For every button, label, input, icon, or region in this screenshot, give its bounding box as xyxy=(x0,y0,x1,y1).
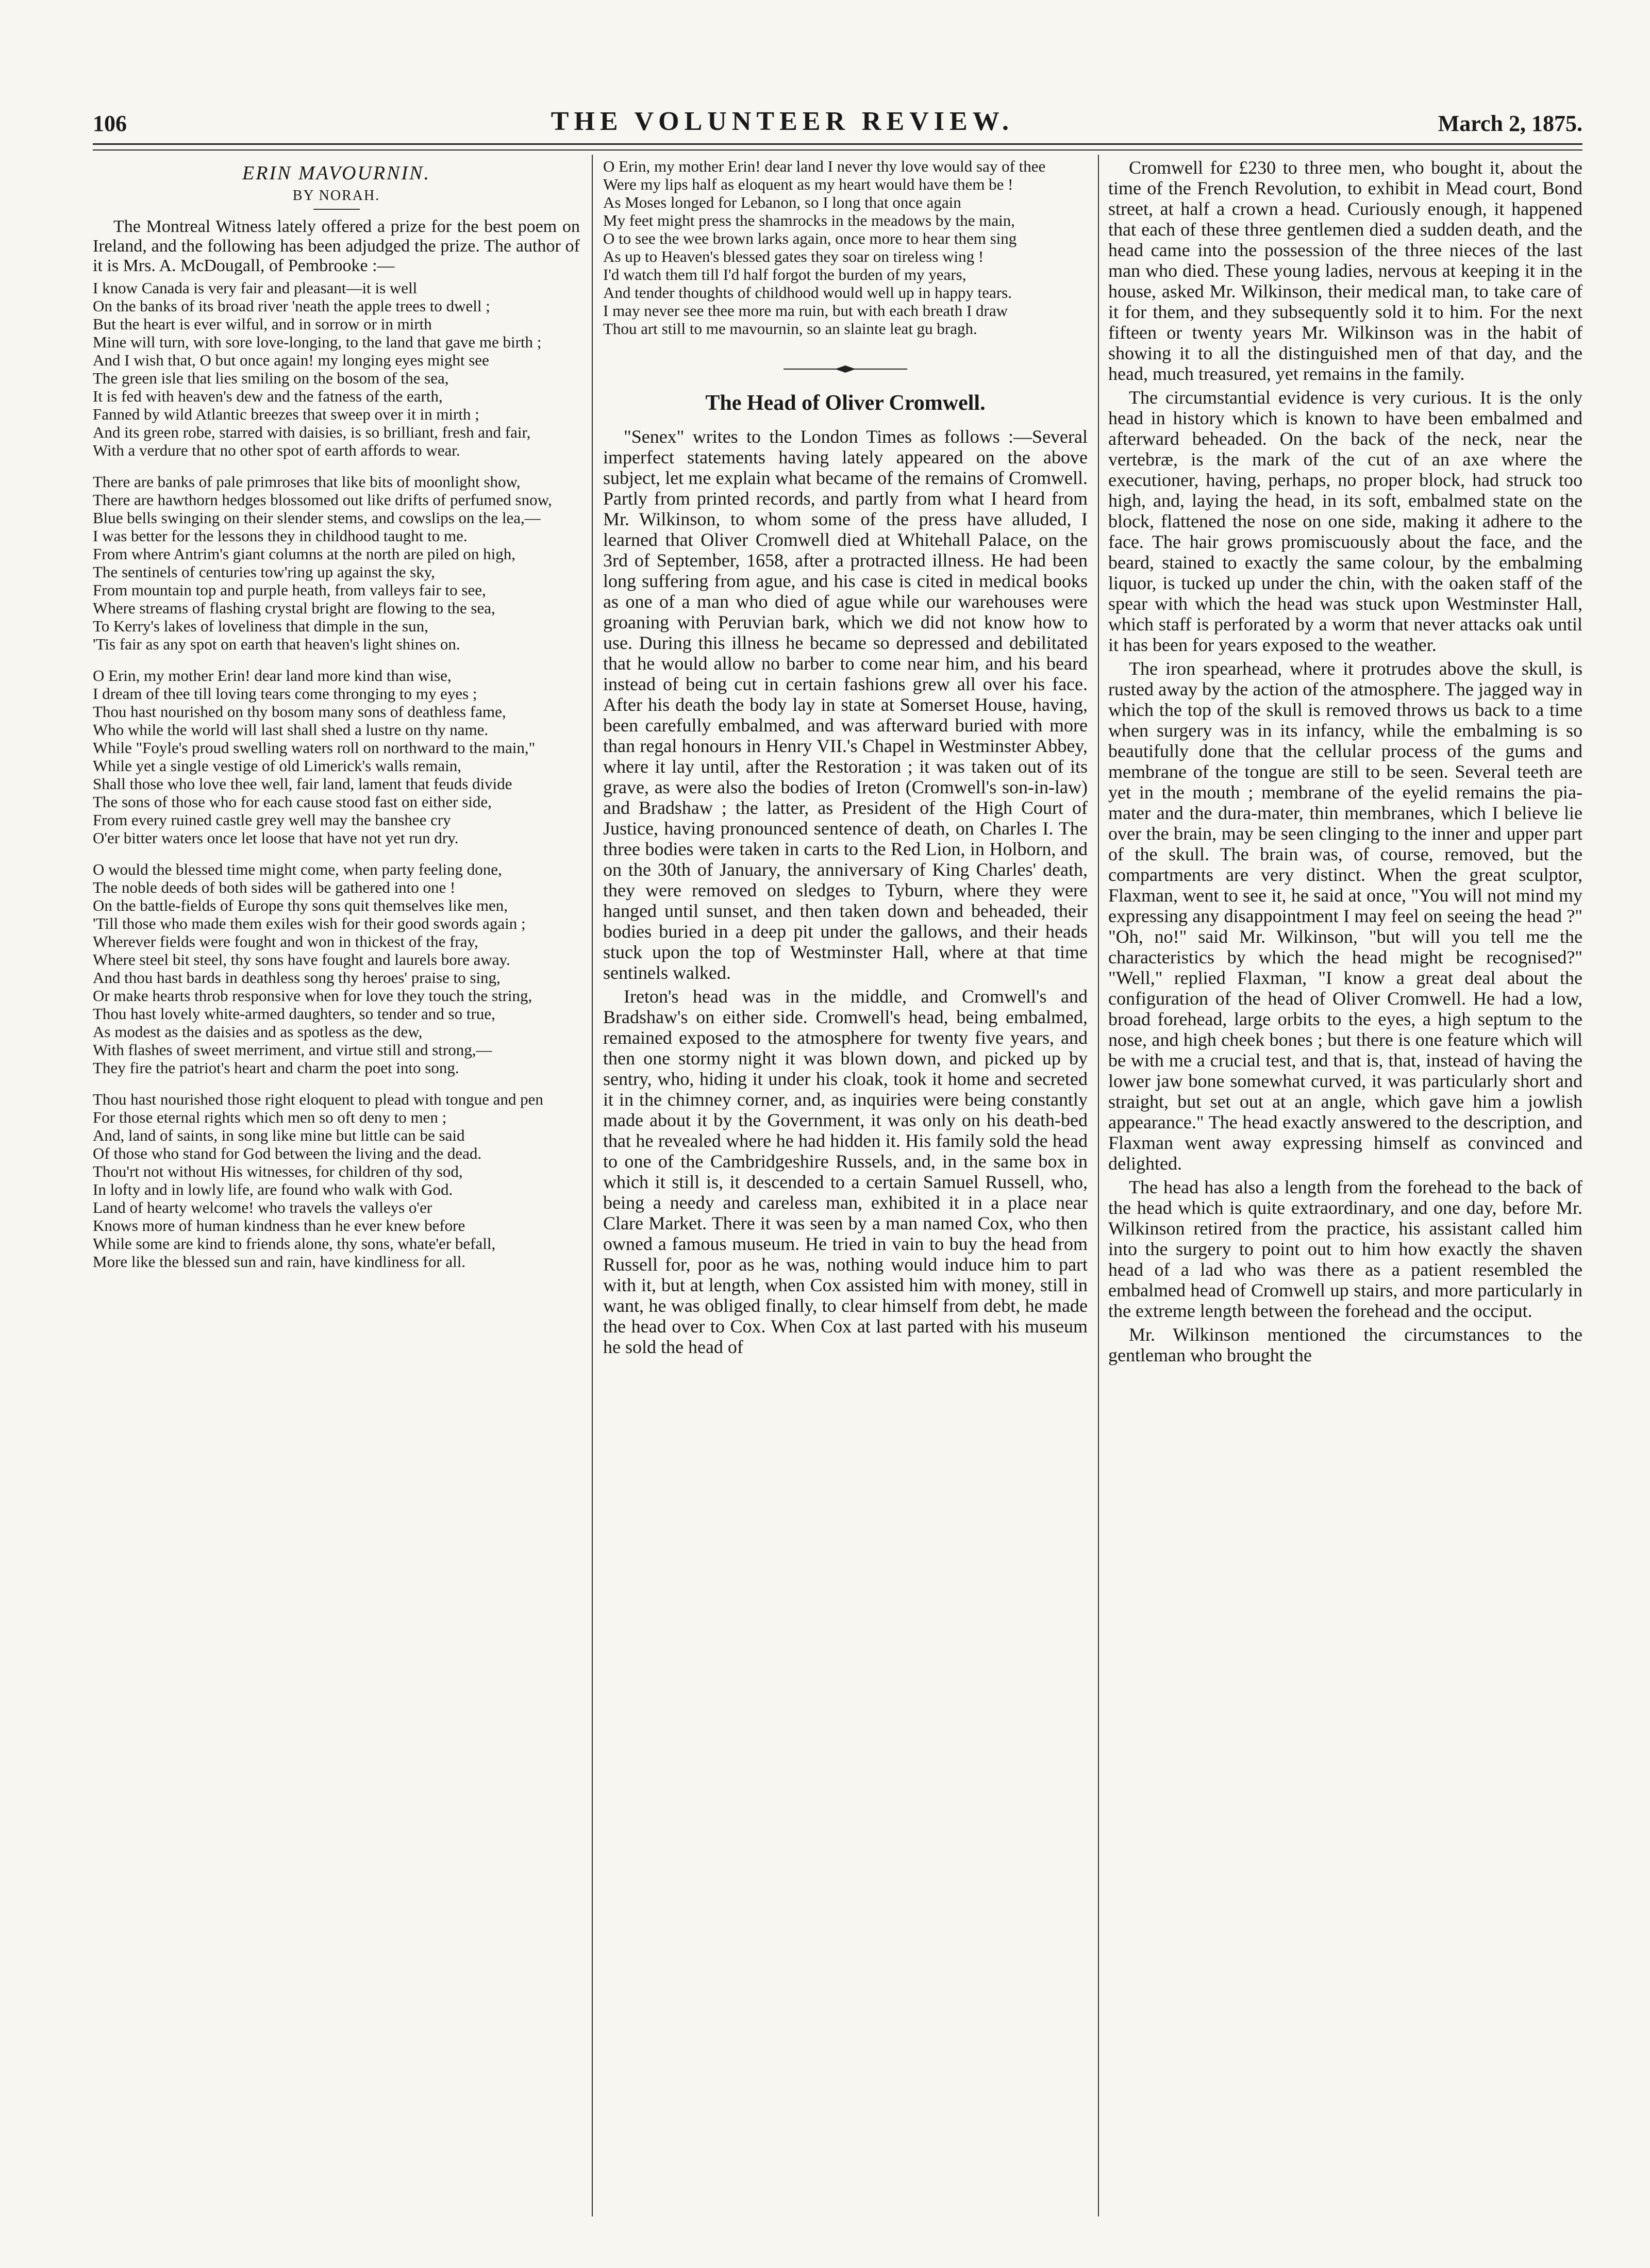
poem-line: To Kerry's lakes of loveliness that dimple in the sun, xyxy=(93,617,428,635)
article-body-col3 xyxy=(1108,157,1582,1365)
poem-line: Of those who stand for God between the living and the dead. xyxy=(93,1144,482,1162)
poem-line: As Moses longed for Lebanon, so I long that once again xyxy=(603,193,961,211)
poem-line: Land of hearty welcome! who travels the valleys o'er xyxy=(93,1198,432,1216)
poem-line: O would the blessed time might come, when party feeling done, xyxy=(93,860,502,878)
column-divider xyxy=(1098,155,1099,2216)
poem-line: The green isle that lies smiling on the bosom of the sea, xyxy=(93,369,449,387)
poem-line: Wherever fields were fought and won in thickest of the fray, xyxy=(93,932,478,950)
poem-line: And, land of saints, in song like mine but little can be said xyxy=(93,1126,465,1144)
poem-line: Fanned by wild Atlantic breezes that sweep over it in mirth ; xyxy=(93,405,479,423)
poem-line: The sons of those who for each cause stood fast on either side, xyxy=(93,793,492,811)
poem-line: The sentinels of centuries tow'ring up against the sky, xyxy=(93,563,435,581)
poem-line: Knows more of human kindness than he ever knew before xyxy=(93,1216,465,1235)
poem-line: My feet might press the shamrocks in the meadows by the main, xyxy=(603,211,1015,229)
poem-line: There are banks of pale primroses that like bits of moonlight show, xyxy=(93,473,521,491)
poem-line: I was better for the lessons they in childhood taught to me. xyxy=(93,527,468,545)
poem-line: Thou hast lovely white-armed daughters, so tender and so true, xyxy=(93,1005,495,1023)
poem-line: O'er bitter waters once let loose that have not yet run dry. xyxy=(93,829,459,847)
poem-line: Where streams of flashing crystal bright are flowing to the sea, xyxy=(93,599,495,617)
article-title: The Head of Oliver Cromwell. xyxy=(705,391,986,415)
poem-line: 'Till those who made them exiles wish for their good swords again ; xyxy=(93,914,526,932)
poem-stanza xyxy=(93,1090,580,1271)
poem-intro: The Montreal Witness lately offered a prize for the best poem on Ireland, and the following has been adjudged the prize. The author of it is Mrs. A. McDougall, of Pembrooke :— xyxy=(93,217,580,275)
poem-stanzas xyxy=(93,279,580,1271)
poem-line: I know Canada is very fair and pleasant—it is well xyxy=(93,279,418,297)
poem-line: More like the blessed sun and rain, have kindliness for all. xyxy=(93,1253,466,1271)
poem-stanza xyxy=(93,279,580,459)
poem-line: Thou art still to me mavournin, so an slainte leat gu bragh. xyxy=(603,320,977,338)
article-paragraph: The circumstantial evidence is very curious. It is the only head in history which is known to have been embalmed and afterward beheaded. On the back of the neck, near the vertebræ, is the mark of the cut of an axe where the executioner, having, perhaps, no proper block, had struck too high, and, laying the head, in its soft, embalmed state on the block, flattened the nose on one side, making it adhere to the face. The hair grows promiscuously about the face, and the beard, stained to exactly the same colour, by the embalming liquor, is tucked up under the chin, with the oaken staff of the spear with which the head was stuck upon Westminster Hall, which staff is perforated by a worm that never attacks oak until it has been for years exposed to the weather. xyxy=(1108,387,1582,655)
poem-byline: BY NORAH. xyxy=(292,188,380,204)
poem-line: Blue bells swinging on their slender stems, and cowslips on the lea,— xyxy=(93,509,541,527)
poem-line: They fire the patriot's heart and charm the poet into song. xyxy=(93,1059,459,1077)
article-paragraph: Ireton's head was in the middle, and Cromwell's and Bradshaw's on either side. Cromwell's head, being embalmed, remained exposed to the atmosphere for twenty five years, and then one stormy night it was blown down, and picked up by sentry, who, hiding it under his cloak, took it home and secreted it in the chimney corner, and, as inquiries were being constantly made about it by the Government, it was only on his death-bed that he revealed where he had hidden it. His family sold the head to one of the Cambridgeshire Russels, and, in the same box in which it still is, it descended to a certain Samuel Russell, who, being a needy and careless man, exhibited it in a place near Clare Market. There it was seen by a man named Cox, who then owned a famous museum. He tried in vain to buy the head from Russell for, poor as he was, nothing would induce him to part with it, but at length, when Cox assisted him with money, still in want, he was obliged finally, to clear himself from debt, he made the head over to Cox. When Cox at last parted with his museum he sold the head of xyxy=(603,986,1088,1357)
page-number: 106 xyxy=(93,111,127,136)
poem-line: Were my lips half as eloquent as my heart would have them be ! xyxy=(603,175,1013,193)
poem-stanza xyxy=(93,473,580,653)
poem-line: But the heart is ever wilful, and in sorrow or in mirth xyxy=(93,315,432,333)
poem-line: From where Antrim's giant columns at the north are piled on high, xyxy=(93,545,516,563)
poem-line: From every ruined castle grey well may the banshee cry xyxy=(93,811,451,829)
poem-line: And I wish that, O but once again! my longing eyes might see xyxy=(93,351,489,369)
poem-line: O Erin, my mother Erin! dear land more kind than wise, xyxy=(93,666,452,685)
article-body-col2 xyxy=(603,426,1088,1357)
column-1 xyxy=(93,157,580,2214)
issue-date: March 2, 1875. xyxy=(1438,111,1582,136)
header-rule xyxy=(93,143,1582,145)
poem-line: I'd watch them till I'd half forgot the burden of my years, xyxy=(603,265,966,284)
poem-continuation xyxy=(603,157,1088,338)
header-rule-thin xyxy=(93,149,1582,151)
poem-line: Where steel bit steel, thy sons have fought and laurels bore away. xyxy=(93,950,510,969)
column-3 xyxy=(1108,157,1582,2214)
poem-line: As up to Heaven's blessed gates they soar on tireless wing ! xyxy=(603,247,984,265)
poem-line: The noble deeds of both sides will be gathered into one ! xyxy=(93,878,456,896)
poem-line: It is fed with heaven's dew and the fatness of the earth, xyxy=(93,387,443,405)
poem-line: O to see the wee brown larks again, once more to hear them sing xyxy=(603,229,1017,247)
poem-line: And tender thoughts of childhood would well up in happy tears. xyxy=(603,284,1012,302)
poem-line: Shall those who love thee well, fair land, lament that feuds divide xyxy=(93,775,512,793)
poem-title: ERIN MAVOURNIN. xyxy=(242,162,430,184)
column-divider xyxy=(592,155,593,2216)
article-paragraph: The iron spearhead, where it protrudes above the skull, is rusted away by the action of the atmosphere. The jagged way in which the top of the skull is removed throws us back to a time when surgery was in its infancy, while the embalming is so beautifully done that the cellular process of the gums and membrane of the tongue are still to be seen. Several teeth are yet in the mouth ; membrane of the eyelid remains the pia-mater and the dura-mater, thin membranes, which I believe lie over the brain, may be seen clinging to the inner and upper part of the skull. The brain was, of course, removed, but the compartments are very distinct. When the great sculptor, Flaxman, went to see it, he said at once, "You will not mind my expressing any disappointment I may feel on seeing the head ?" "Oh, no!" said Mr. Wilkinson, "but will you tell me the characteristics by which the head might be recognised?" "Well," replied Flaxman, "I know a great deal about the configuration of the head of Oliver Cromwell. He had a low, broad forehead, large orbits to the eyes, a high septum to the nose, and high cheek bones ; but there is one feature which will be with me a crucial test, and that is, that, instead of having the lower jaw bone somewhat curved, it was particularly short and straight, but set out at an angle, which gave him a jowlish appearance." The head exactly answered to the description, and Flaxman went away expressing himself as convinced and delighted. xyxy=(1108,658,1582,1174)
poem-line: On the battle-fields of Europe thy sons quit themselves like men, xyxy=(93,896,508,914)
poem-line: Thou hast nourished on thy bosom many sons of deathless fame, xyxy=(93,703,506,721)
poem-line: And thou hast bards in deathless song thy heroes' praise to sing, xyxy=(93,969,501,987)
poem-line: Mine will turn, with sore love-longing, to the land that gave me birth ; xyxy=(93,333,542,351)
poem-line: From mountain top and purple heath, from valleys fair to see, xyxy=(93,581,486,599)
page-header xyxy=(93,101,1582,137)
article-paragraph: The head has also a length from the forehead to the back of the head which is quite extraordinary, and one day, before Mr. Wilkinson retired from the practice, his assistant called him into the surgery to point out to him how exactly the shaven head of a lad who was there as a patient resembled the embalmed head of Cromwell up stairs, and more particularly in the extreme length between the forehead and the occiput. xyxy=(1108,1177,1582,1321)
poem-line: Thou hast nourished those right eloquent to plead with tongue and pen xyxy=(93,1090,543,1108)
article-paragraph: Mr. Wilkinson mentioned the circumstances to the gentleman who brought the xyxy=(1108,1324,1582,1365)
column-2 xyxy=(603,157,1088,2214)
poem-line: As modest as the daisies and as spotless as the dew, xyxy=(93,1023,423,1041)
poem-line: With a verdure that no other spot of earth affords to wear. xyxy=(93,441,460,459)
byline-rule xyxy=(313,209,360,210)
section-ornament xyxy=(603,358,1088,378)
poem-line: O Erin, my mother Erin! dear land I never thy love would say of thee xyxy=(603,157,1046,175)
poem-line: For those eternal rights which men so oft deny to men ; xyxy=(93,1108,447,1126)
publication-title: THE VOLUNTEER REVIEW. xyxy=(551,107,1014,136)
poem-line: With flashes of sweet merriment, and virtue still and strong,— xyxy=(93,1041,492,1059)
poem-line: While "Foyle's proud swelling waters roll on northward to the main," xyxy=(93,739,536,757)
poem-line: There are hawthorn hedges blossomed out like drifts of perfumed snow, xyxy=(93,491,552,509)
poem-stanza xyxy=(93,860,580,1077)
poem-line: Or make hearts throb responsive when for love they touch the string, xyxy=(93,987,532,1005)
poem-line: On the banks of its broad river 'neath the apple trees to dwell ; xyxy=(93,297,490,315)
poem-stanza xyxy=(93,666,580,847)
poem-line: 'Tis fair as any spot on earth that heaven's light shines on. xyxy=(93,635,460,653)
poem-line: While some are kind to friends alone, thy sons, whate'er befall, xyxy=(93,1235,496,1253)
poem-line: I dream of thee till loving tears come thronging to my eyes ; xyxy=(93,685,477,703)
article-paragraph: "Senex" writes to the London Times as follows :—Several imperfect statements having lately appeared on the above subject, let me explain what became of the remains of Cromwell. Partly from printed records, and partly from what I heard from Mr. Wilkinson, to whom some of the press have alluded, I learned that Oliver Cromwell died at Whitehall Palace, on the 3rd of September, 1658, after a protracted illness. He had been long suffering from ague, and his case is cited in medical books as one of a man who died of ague while our warehouses were groaning with Peruvian bark, which we did not know how to use. During this illness he became so depressed and debilitated that he would allow no barber to come near him, and his beard instead of being cut in certain fashions grew all over his face. After his death the body lay in state at Somerset House, having, been carefully embalmed, and was afterward buried with more than regal honours in Henry VII.'s Chapel in Westminster Abbey, where it lay until, after the Restoration ; it was taken out of its grave, as were also the bodies of Ireton (Cromwell's son-in-law) and Bradshaw ; the latter, as President of the High Court of Justice, having pronounced sentence of death, on Charles I. The three bodies were taken in carts to the Red Lion, in Holborn, and on the 30th of January, the anniversary of King Charles' death, they were removed on sledges to Tyburn, where they were hanged until sunset, and then taken down and beheaded, their bodies buried in a deep pit under the gallows, and their heads stuck upon the top of Westminster Hall, where at that time sentinels walked. xyxy=(603,426,1088,983)
poem-line: While yet a single vestige of old Limerick's walls remain, xyxy=(93,757,461,775)
poem-line: And its green robe, starred with daisies, is so brilliant, fresh and fair, xyxy=(93,423,531,441)
poem-line: Who while the world will last shall shed a lustre on thy name. xyxy=(93,721,489,739)
article-paragraph: Cromwell for £230 to three men, who bought it, about the time of the French Revolution, to exhibit in Mead court, Bond street, at half a crown a head. Curiously enough, it happened that each of these three gentlemen died a sudden death, and the head came into the possession of the three nieces of the last man who died. These young ladies, nervous at keeping it in the house, asked Mr. Wilkinson, their medical man, to take care of it for them, and they subsequently sold it to him. For the next fifteen or twenty years Mr. Wilkinson was in the habit of showing it to all the distinguished men of that day, and the head, much treasured, yet remains in the family. xyxy=(1108,157,1582,384)
poem-line: In lofty and in lowly life, are found who walk with God. xyxy=(93,1180,453,1198)
poem-line: Thou'rt not without His witnesses, for children of thy sod, xyxy=(93,1162,463,1180)
poem-line: I may never see thee more ma ruin, but with each breath I draw xyxy=(603,302,1008,320)
